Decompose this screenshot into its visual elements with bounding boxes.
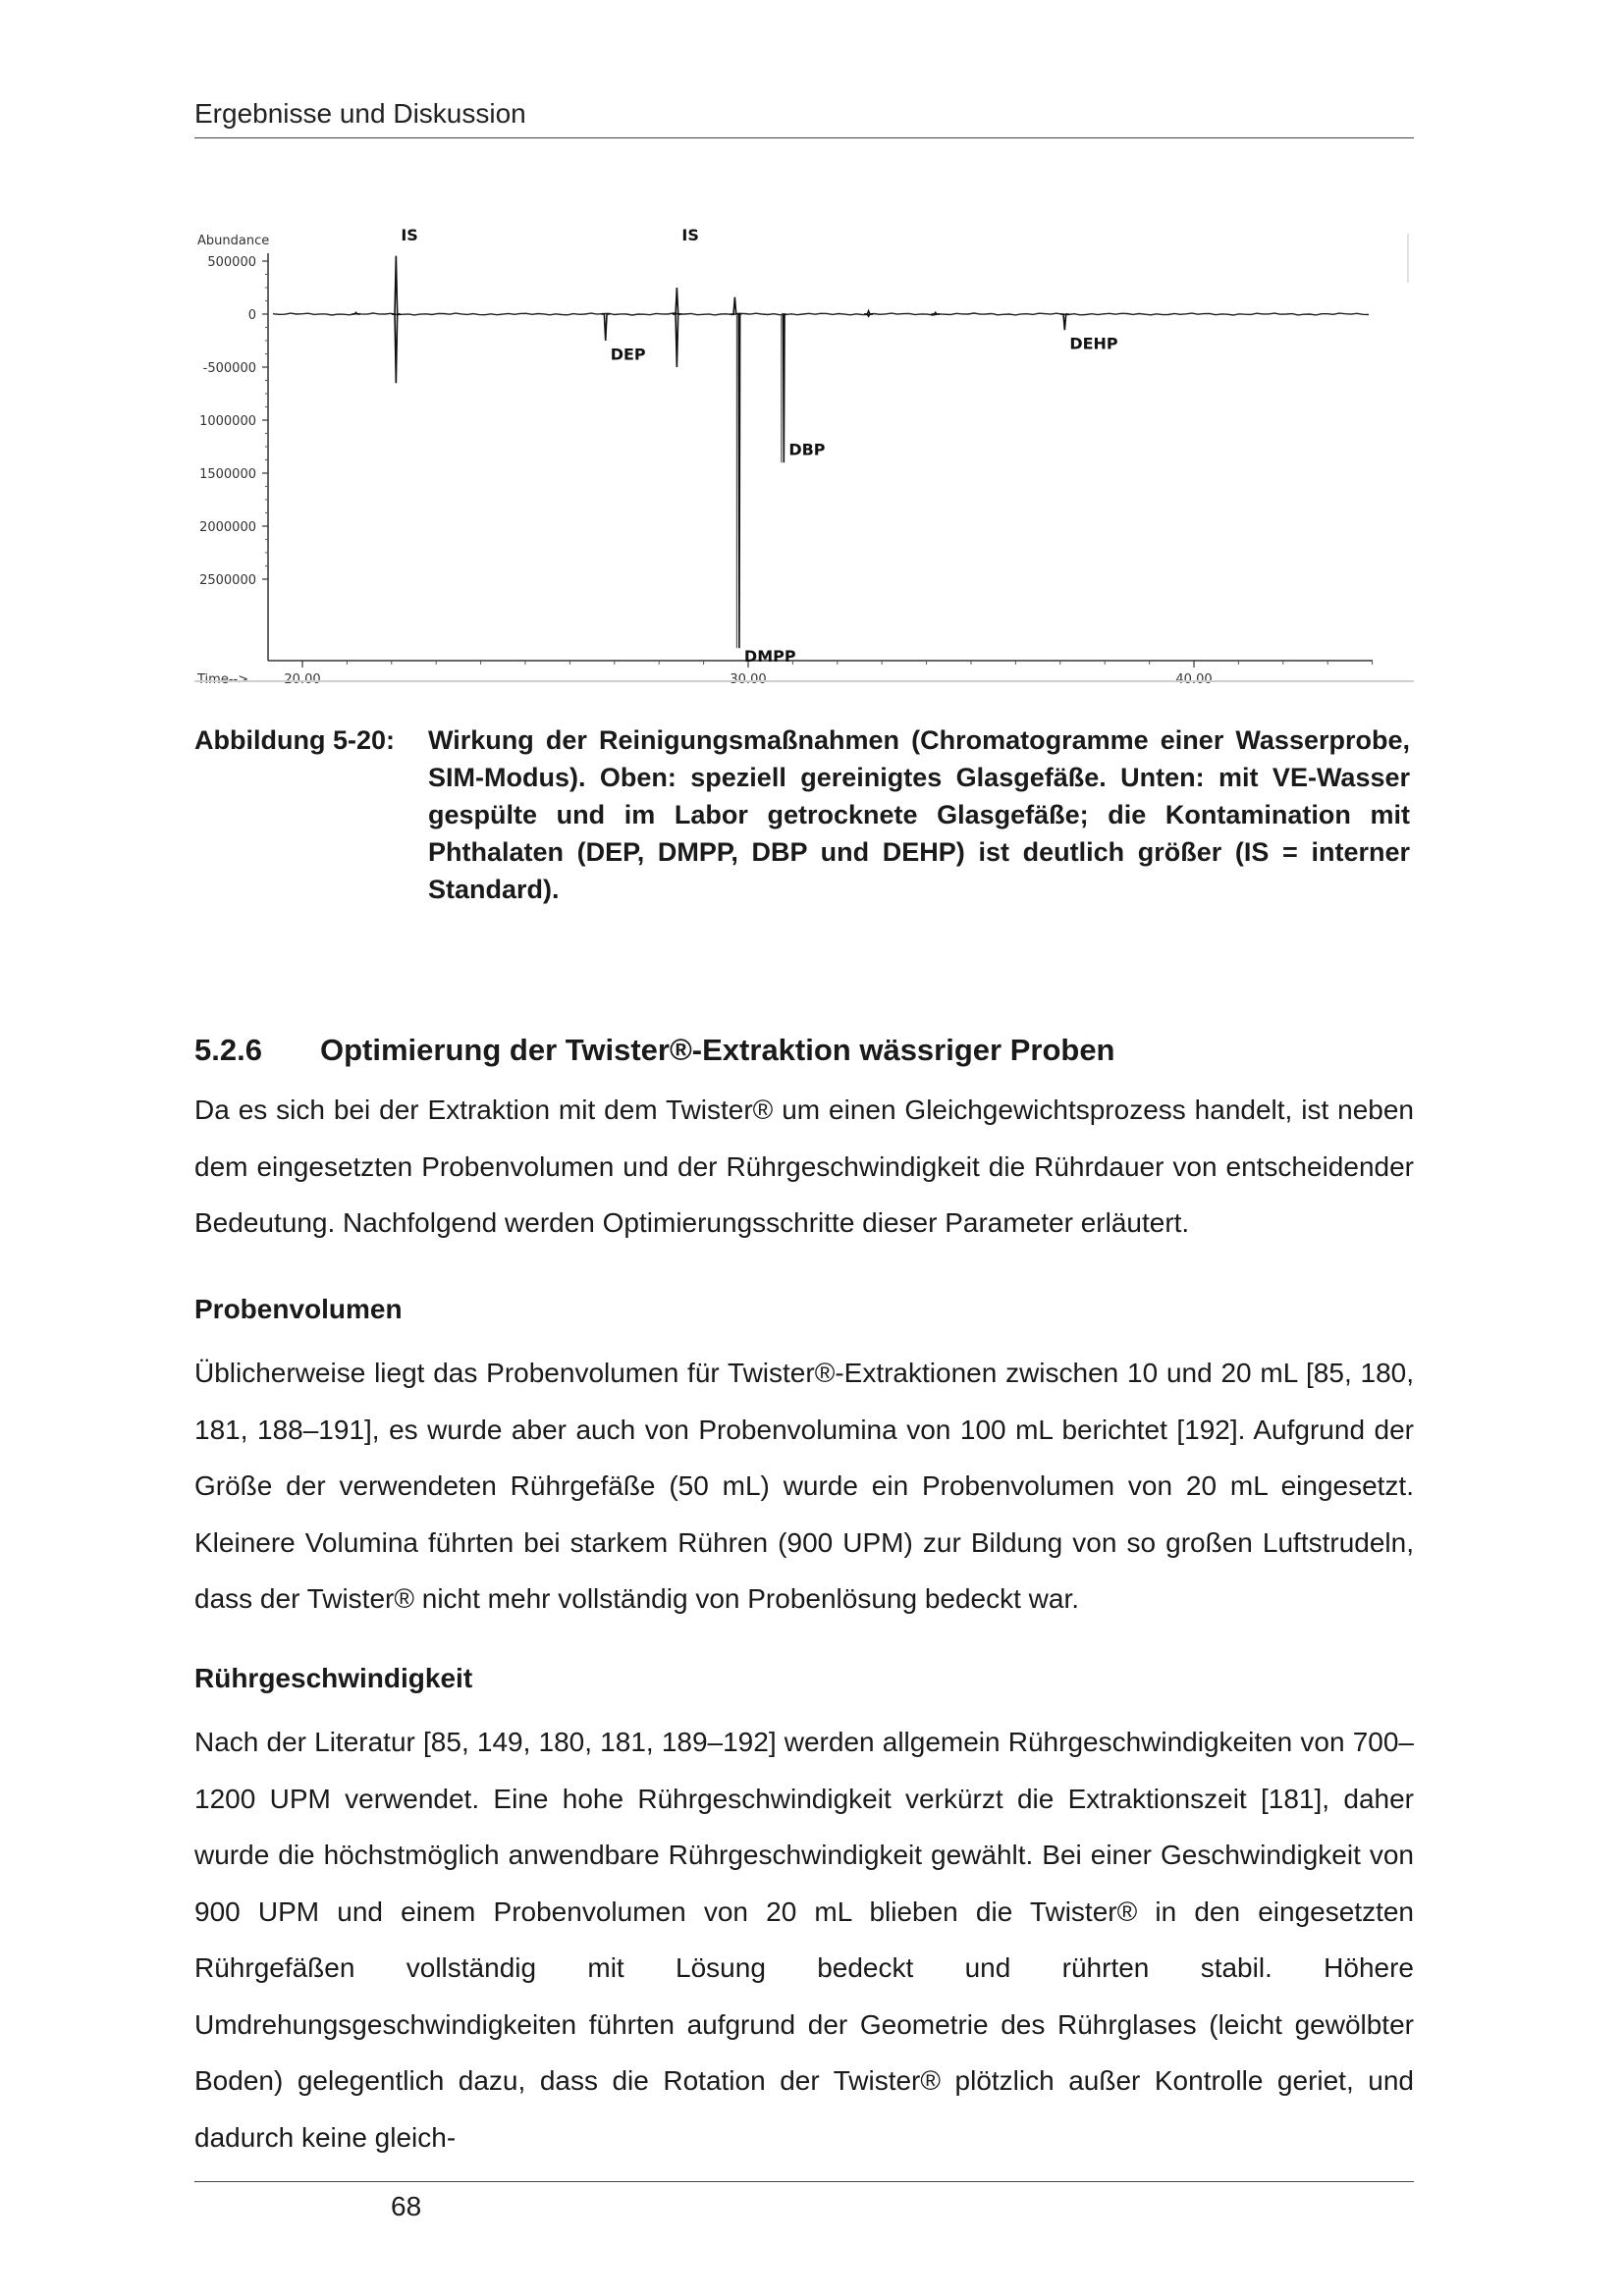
caption-label: Abbildung 5-20: bbox=[194, 725, 395, 755]
upper-trace-peak bbox=[673, 288, 681, 314]
y-tick-label: 2500000 bbox=[199, 573, 256, 588]
lower-trace-peak bbox=[782, 314, 786, 462]
y-tick-label: 0 bbox=[247, 308, 256, 323]
upper-trace-peak bbox=[731, 297, 739, 314]
y-tick-label: -500000 bbox=[202, 361, 256, 376]
upper-trace-peak bbox=[931, 312, 940, 314]
subheading-probenvolumen: Probenvolumen bbox=[194, 1294, 403, 1324]
paragraph-probenvolumen: Üblicherweise liegt das Probenvolumen für Twister®-Extraktionen zwischen 10 und 20 mL [85, 180, 181, 188–191], es wurde aber auch von Probenvolumina von 100 mL berichtet [192]. Aufgrund der Größe der verwendeten Rührgefäße (50 mL) wurde ein Probenvolumen von 20 mL eingesetzt. Kleinere Volumina führten bei starkem Rühren (900 UPM) zur Bildung von so großen Luftstrudeln, dass der Twister® nicht mehr vollständig von Probenlösung bedeckt war. bbox=[194, 1358, 1414, 1614]
x-tick-label: 20.00 bbox=[284, 672, 321, 687]
peak-label-dehp: DEHP bbox=[1069, 334, 1118, 353]
section-number: 5.2.6 bbox=[194, 1033, 262, 1067]
peak-label-dbp: DBP bbox=[788, 440, 826, 459]
lower-trace-peak bbox=[392, 314, 401, 383]
peak-label-is: IS bbox=[401, 226, 418, 245]
lower-trace-peak bbox=[737, 314, 742, 648]
peak-label-dmpp: DMPP bbox=[743, 647, 796, 667]
paragraph-ruehrgeschwindigkeit: Nach der Literatur [85, 149, 180, 181, 189–192] werden allgemein Rührgeschwindigkeiten von 700–1200 UPM verwendet. Eine hohe Rührgeschwindigkeit verkürzt die Extraktionszeit [181], daher wurde die höchstmöglich anwendbare Rührgeschwindigkeit gewählt. Bei einer Geschwindigkeit von 900 UPM und einem Probenvolumen von 20 mL blieben die Twister® in den eingesetzten Rührgefäßen vollständig mit Lösung bedeckt und rührten stabil. Höhere Umdrehungsgeschwindigkeiten führten aufgrund der Geometrie des Rührglases (leicht gewölbter Boden) gelegentlich dazu, dass die Rotation der Twister® plötzlich außer Kontrolle geriet, und dadurch keine gleich- bbox=[194, 1727, 1414, 2153]
chromatogram-figure bbox=[194, 224, 1414, 687]
header-rule bbox=[194, 137, 1414, 138]
y-tick-label: 2000000 bbox=[199, 520, 256, 535]
page-number: 68 bbox=[391, 2191, 422, 2221]
x-tick-label: 30.00 bbox=[730, 672, 767, 687]
lower-trace-peak bbox=[1060, 314, 1069, 330]
x-axis-title: Time--> bbox=[197, 672, 249, 687]
running-header: Ergebnisse und Diskussion bbox=[194, 98, 526, 129]
y-axis-title: Abundance bbox=[197, 234, 270, 248]
intro-paragraph: Da es sich bei der Extraktion mit dem Twister® um einen Gleichgewichtsprozess handelt, ist neben dem eingesetzten Probenvolumen und der Rührgeschwindigkeit die Rührdauer von entscheidender Bedeutung. Nachfolgend werden Optimierungsschritte dieser Parameter erläutert. bbox=[194, 1095, 1414, 1238]
peak-label-is: IS bbox=[681, 226, 699, 245]
y-tick-label: 1500000 bbox=[199, 467, 256, 482]
subheading-ruehrgeschwindigkeit: Rührgeschwindigkeit bbox=[194, 1663, 473, 1693]
x-tick-label: 40.00 bbox=[1175, 672, 1213, 687]
caption-text: Wirkung der Reinigungsmaßnahmen (Chromatogramme einer Wasserprobe, SIM-Modus). Oben: speziell gereinigtes Glasgefäße. Unten: mit VE-Wasser gespülte und im Labor getrocknete Glasgefäße; die Kontamination mit Phthalaten (DEP, DMPP, DBP und DEHP) ist deutlich größer (IS = interner Standard). bbox=[428, 725, 1410, 904]
lower-trace-peak bbox=[673, 314, 681, 367]
peak-label-dep: DEP bbox=[610, 345, 646, 364]
chromatogram-baseline bbox=[273, 313, 1369, 315]
y-tick-label: 500000 bbox=[207, 255, 256, 270]
section-title: Optimierung der Twister®-Extraktion wässriger Proben bbox=[320, 1033, 1115, 1067]
section-heading bbox=[194, 1033, 1115, 1068]
footer-rule bbox=[194, 2181, 1414, 2182]
y-tick-label: 1000000 bbox=[199, 414, 256, 429]
lower-trace-peak bbox=[601, 314, 610, 341]
upper-trace-peak bbox=[392, 256, 401, 314]
chromatogram-chart bbox=[194, 224, 1414, 687]
